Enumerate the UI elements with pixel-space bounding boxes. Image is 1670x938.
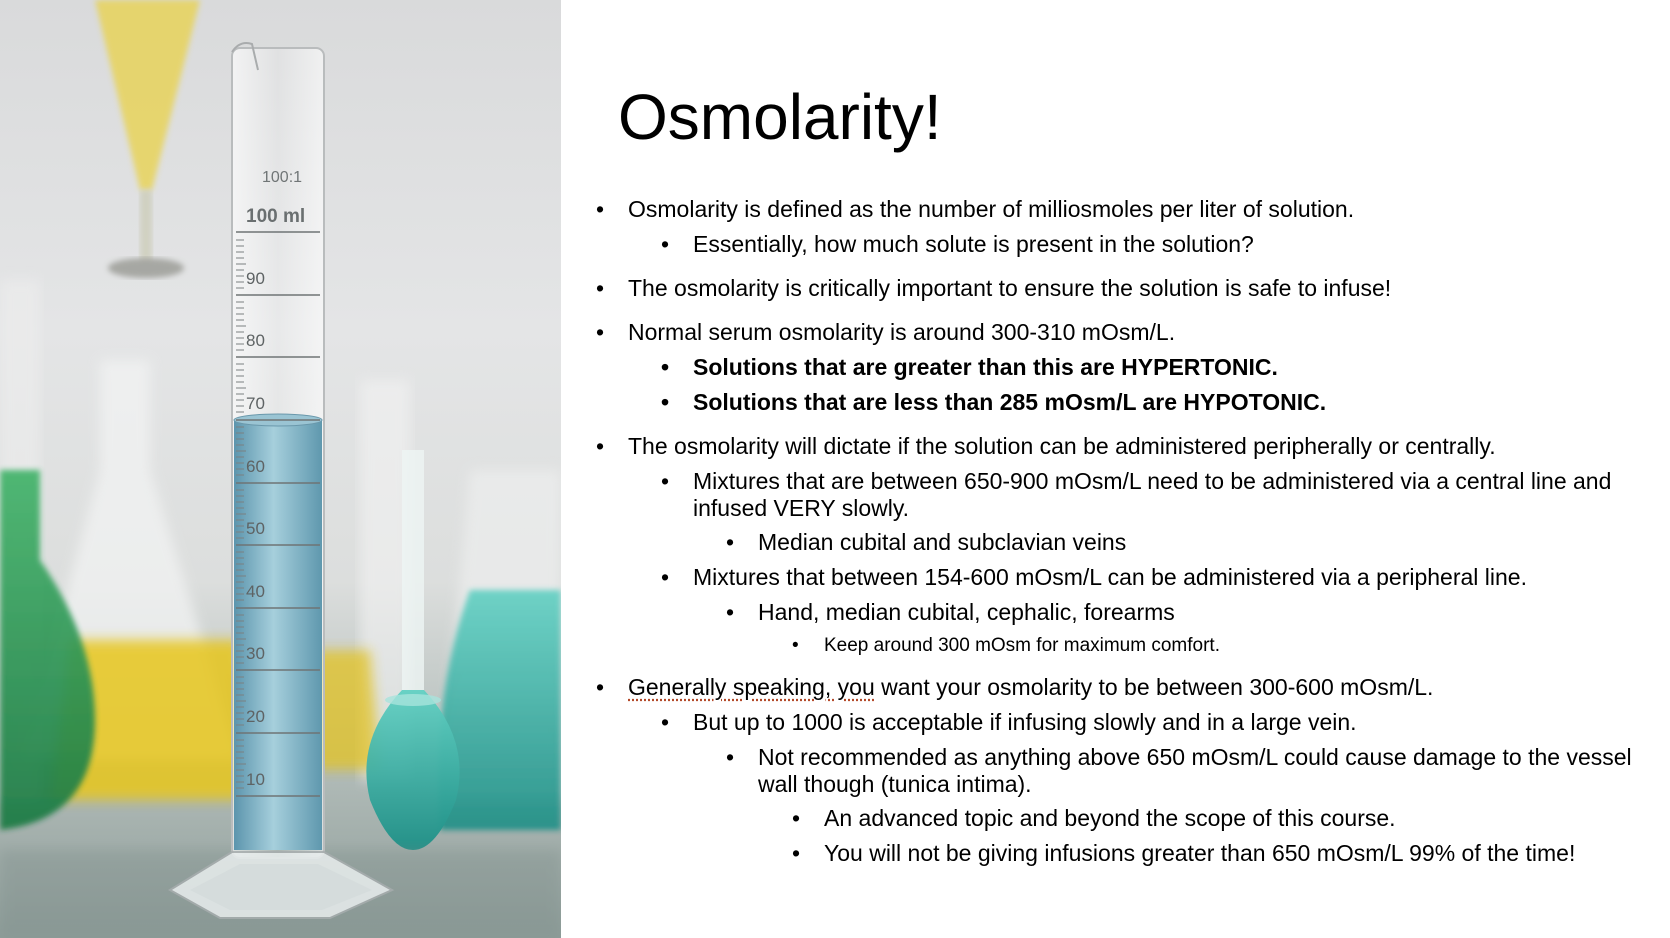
bullet-text: You will not be giving infusions greater than 650 mOsm/L 99% of the time! bbox=[824, 840, 1576, 866]
bullet-text: Keep around 300 mOsm for maximum comfort. bbox=[824, 635, 1220, 656]
bullet-dot: • bbox=[661, 389, 670, 415]
bullet-text: Median cubital and subclavian veins bbox=[758, 529, 1127, 555]
bullet-peripheral-central bbox=[596, 433, 1496, 460]
bullet-text: The osmolarity will dictate if the solution can be administered peripherally or centrally. bbox=[628, 433, 1496, 459]
bullet-text: Osmolarity is defined as the number of milliosmoles per liter of solution. bbox=[628, 196, 1355, 222]
cylinder-mark-10: 10 bbox=[246, 770, 265, 789]
bullet-central-veins bbox=[726, 529, 1127, 556]
bullet-dot: • bbox=[726, 529, 735, 555]
cylinder-mark-30: 30 bbox=[246, 644, 265, 663]
bullet-solute-question bbox=[661, 231, 1254, 258]
bullet-hypertonic bbox=[661, 354, 1278, 381]
bullet-99-percent bbox=[792, 840, 1576, 867]
bullet-not-recommended bbox=[726, 744, 1638, 798]
bullet-text: Not recommended as anything above 650 mOsm/L could cause damage to the vessel wall though (tunica intima). bbox=[758, 744, 1632, 797]
bullet-peripheral-veins bbox=[726, 599, 1175, 626]
bullet-text: The osmolarity is critically important to ensure the solution is safe to infuse! bbox=[628, 275, 1392, 301]
cylinder-mark-80: 80 bbox=[246, 331, 265, 350]
bullet-comfort bbox=[792, 635, 1220, 657]
bullet-dot: • bbox=[726, 744, 735, 770]
bullet-dot: • bbox=[596, 319, 605, 345]
bullet-dot: • bbox=[726, 599, 735, 625]
bullet-dot: • bbox=[792, 805, 801, 831]
bullet-text: Hand, median cubital, cephalic, forearms bbox=[758, 599, 1175, 625]
bullet-dot: • bbox=[661, 709, 670, 735]
bullet-text: Normal serum osmolarity is around 300-310 mOsm/L. bbox=[628, 319, 1176, 345]
bullet-critical-importance bbox=[596, 275, 1392, 302]
bullet-dot: • bbox=[661, 231, 670, 257]
bullet-text: But up to 1000 is acceptable if infusing slowly and in a large vein. bbox=[693, 709, 1357, 735]
bullet-advanced-topic bbox=[792, 805, 1396, 832]
bullet-text: Mixtures that are between 650-900 mOsm/L need to be administered via a central line and infused VERY slowly. bbox=[693, 468, 1612, 521]
cylinder-mark-60: 60 bbox=[246, 457, 265, 476]
cylinder-mark-20: 20 bbox=[246, 707, 265, 726]
bullet-dot: • bbox=[596, 275, 605, 301]
bullet-peripheral-line bbox=[661, 564, 1527, 591]
slide-title: Osmolarity! bbox=[618, 81, 942, 153]
bullet-dot: • bbox=[596, 674, 605, 700]
bullet-dot: • bbox=[792, 635, 799, 656]
spellcheck-marked-text: Generally speaking, you bbox=[628, 674, 875, 700]
bullet-up-to-1000 bbox=[661, 709, 1357, 736]
bullet-general-range bbox=[596, 674, 1434, 701]
bullet-hypotonic bbox=[661, 389, 1327, 416]
bullet-text: Essentially, how much solute is present in the solution? bbox=[693, 231, 1254, 257]
bullet-dot: • bbox=[596, 433, 605, 459]
cylinder-ratio-label: 100:1 bbox=[262, 169, 303, 186]
bullet-text: Mixtures that between 154-600 mOsm/L can be administered via a peripheral line. bbox=[693, 564, 1527, 590]
cylinder-mark-40: 40 bbox=[246, 582, 265, 601]
bullet-text: Solutions that are less than 285 mOsm/L are HYPOTONIC. bbox=[693, 389, 1327, 415]
bullet-osmolarity-definition bbox=[596, 196, 1355, 223]
bullet-dot: • bbox=[596, 196, 605, 222]
bullet-text: Solutions that are greater than this are HYPERTONIC. bbox=[693, 354, 1278, 380]
bullet-dot: • bbox=[661, 468, 670, 494]
cylinder-mark-90: 90 bbox=[246, 269, 265, 288]
bullet-text: want your osmolarity to be between 300-600 mOsm/L. bbox=[874, 674, 1434, 700]
cylinder-mark-50: 50 bbox=[246, 519, 265, 538]
cylinder-capacity-label: 100 ml bbox=[246, 206, 306, 227]
bullet-dot: • bbox=[661, 564, 670, 590]
bullet-central-line bbox=[661, 468, 1653, 522]
bullet-normal-serum bbox=[596, 319, 1176, 346]
bullet-text: An advanced topic and beyond the scope of this course. bbox=[824, 805, 1396, 831]
bullet-dot: • bbox=[792, 840, 801, 866]
bullet-dot: • bbox=[661, 354, 670, 380]
cylinder-mark-70: 70 bbox=[246, 394, 265, 413]
